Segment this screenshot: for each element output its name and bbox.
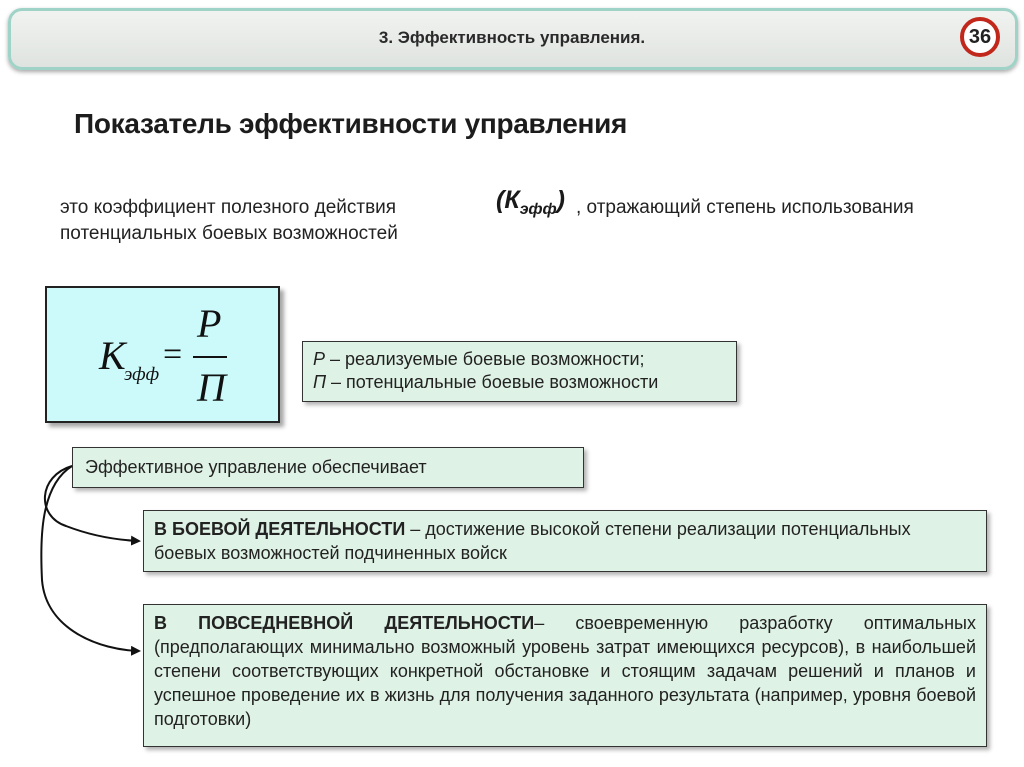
combat-text: – достижение высокой степени реализации потенциальных боевых возможностей подчиненных войск (154, 519, 911, 563)
combat-activity-box (143, 510, 987, 572)
header-title: 3. Эффективность управления. (378, 28, 646, 47)
formula-lhs: К (99, 333, 126, 378)
formula-lhs-subscript: эфф (124, 364, 160, 385)
lead-text: Эффективное управление обеспечивает (85, 457, 427, 477)
formula-numerator: Р (197, 301, 222, 346)
formula-denominator: П (197, 365, 226, 410)
arrow-to-daily (41, 466, 139, 651)
definition-symbol-sub: эфф (519, 201, 557, 218)
definition-symbol-open: (К (496, 186, 520, 214)
legend-p-text: – реализуемые боевые возможности; (325, 349, 645, 369)
definition-line-1: это коэффициент полезного действия (60, 197, 397, 218)
page-title: Показатель эффективности управления (74, 108, 628, 139)
daily-text: – своевременную разработку оптимальных (предполагающих минимально возможный уровень затрат имеющихся ресурсов), в наибольшей степени соответствующих конкретной обстановке и стоящим задачам решений и планов и успешное проведение их в жизнь для получения заданного результата (например, уровня боевой подготовки) (154, 613, 976, 729)
definition-line-2: потенциальных боевых возможностей (60, 223, 398, 244)
page-number-badge: 36 (960, 17, 1000, 57)
combat-label: В БОЕВОЙ ДЕЯТЕЛЬНОСТИ (154, 519, 406, 539)
daily-label: В ПОВСЕДНЕВНОЙ ДЕЯТЕЛЬНОСТИ (154, 613, 535, 633)
formula-equals: = (163, 336, 183, 373)
legend-p-symbol: Р (313, 349, 326, 369)
definition-rest: , отражающий степень использования (576, 197, 914, 218)
legend-pi-text: – потенциальные боевые возможности (326, 372, 659, 392)
definition-symbol-close: ) (556, 186, 565, 214)
legend-pi-symbol: П (313, 372, 327, 392)
daily-activity-box (143, 604, 987, 747)
